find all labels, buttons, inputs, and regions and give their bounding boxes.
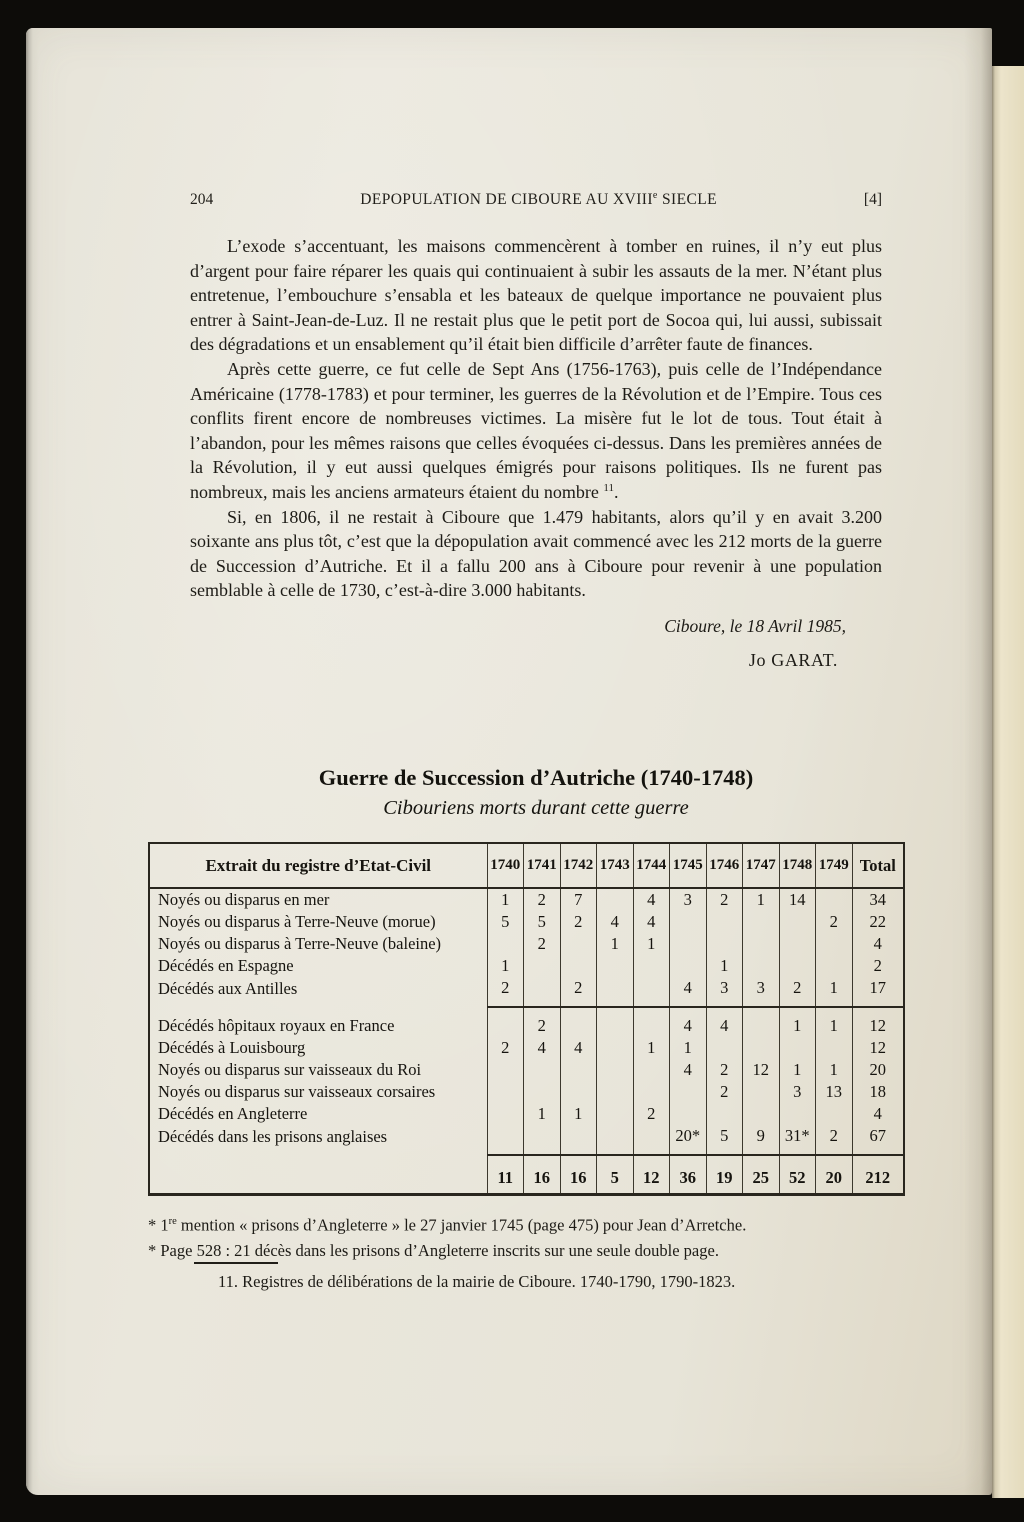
year-cell: 2 [487,977,524,1007]
next-page-edge [992,66,1024,1498]
year-cell [524,1059,561,1081]
column-header-year: 1744 [633,843,670,888]
running-header [190,190,882,209]
row-label: Noyés ou disparus sur vaisseaux du Roi [158,1060,422,1079]
year-cell: 2 [706,888,743,911]
year-cell: 20* [670,1125,707,1155]
column-header-year: 1743 [597,843,634,888]
row-label: Noyés ou disparus à Terre-Neuve (morue) [158,912,436,931]
footnote-star-1-text-end: mention « prisons d’Angleterre » le 27 janvier 1745 (page 475) pour Jean d’Arretche. [176,1215,747,1235]
footnote-ref-11: 11 [603,481,614,494]
year-cell [743,955,780,977]
year-cell [779,911,816,933]
total-cell: 4 [852,1103,904,1125]
year-cell: 4 [670,1007,707,1037]
table-area [148,842,904,1263]
total-cell: 4 [852,933,904,955]
footnote-11: 11. Registres de délibérations de la mairie de Ciboure. 1740-1790, 1790-1823. [218,1272,736,1291]
year-cell [597,977,634,1007]
year-cell [743,911,780,933]
table-row [149,1059,904,1081]
year-cell: 19 [706,1155,743,1195]
year-cell: 3 [779,1081,816,1103]
year-cell [743,1007,780,1037]
year-cell [816,955,853,977]
year-cell: 2 [779,977,816,1007]
year-cell: 5 [487,911,524,933]
year-cell: 16 [560,1155,597,1195]
year-cell: 4 [670,1059,707,1081]
year-cell: 1 [560,1103,597,1125]
row-label: Décédés hôpitaux royaux en France [158,1015,395,1035]
year-cell: 7 [560,888,597,911]
year-cell: 2 [524,888,561,911]
column-header-year: 1747 [743,843,780,888]
year-cell [560,1059,597,1081]
table-row [149,1037,904,1059]
year-cell: 4 [633,888,670,911]
year-cell [779,1103,816,1125]
section-subtitle: Cibouriens morts durant cette guerre [383,797,689,819]
mortality-table [148,842,905,1196]
year-cell [743,1081,780,1103]
year-cell [670,933,707,955]
year-cell: 1 [816,1007,853,1037]
year-cell [743,1037,780,1059]
section-title: Guerre de Succession d’Autriche (1740-1748) [318,765,754,790]
year-cell: 2 [816,1125,853,1155]
year-cell [597,1081,634,1103]
year-cell [487,1103,524,1125]
year-cell [597,1125,634,1155]
year-cell: 4 [670,977,707,1007]
year-cell [524,977,561,1007]
year-cell: 1 [670,1037,707,1059]
year-cell [633,1125,670,1155]
row-label: Noyés ou disparus à Terre-Neuve (baleine) [158,934,442,953]
year-cell [706,1103,743,1125]
running-title-superscript: e [652,190,658,201]
year-cell: 4 [524,1037,561,1059]
year-cell: 12 [633,1155,670,1195]
year-cell [743,1103,780,1125]
year-cell [487,933,524,955]
year-cell [597,1007,634,1037]
year-cell [706,1037,743,1059]
year-cell: 2 [524,933,561,955]
year-cell: 1 [779,1059,816,1081]
column-header-year: 1748 [779,843,816,888]
year-cell [706,911,743,933]
year-cell: 4 [560,1037,597,1059]
year-cell [524,1125,561,1155]
year-cell: 4 [597,911,634,933]
row-label: Décédés en Espagne [158,956,294,975]
year-cell: 1 [816,977,853,1007]
table-row [149,955,904,977]
year-cell [670,1103,707,1125]
year-cell [487,1125,524,1155]
year-cell: 5 [597,1155,634,1195]
year-cell: 1 [487,888,524,911]
year-cell: 9 [743,1125,780,1155]
running-title-text-end: SIECLE [657,191,717,209]
year-cell [487,1007,524,1037]
year-cell [779,955,816,977]
total-cell: 17 [852,977,904,1007]
column-header-year: 1740 [487,843,524,888]
row-label: Noyés ou disparus en mer [158,890,330,909]
year-cell [633,1007,670,1037]
footnote-star-1-superscript: re [168,1216,177,1227]
year-cell: 36 [670,1155,707,1195]
total-cell: 18 [852,1081,904,1103]
year-cell [706,933,743,955]
page-number: 204 [190,191,214,209]
row-label: Décédés dans les prisons anglaises [158,1126,388,1146]
table-row [149,1081,904,1103]
year-cell: 1 [816,1059,853,1081]
year-cell [779,1037,816,1059]
column-header-year: 1746 [706,843,743,888]
table-head [149,843,904,888]
table-row [149,1103,904,1125]
year-cell: 11 [487,1155,524,1195]
running-title-text: DEPOPULATION DE CIBOURE AU XVIII [360,191,653,209]
row-label: Décédés aux Antilles [158,978,298,998]
year-cell: 2 [706,1059,743,1081]
year-cell: 31* [779,1125,816,1155]
year-cell [670,1081,707,1103]
total-cell: 2 [852,955,904,977]
year-cell [560,1007,597,1037]
footnote-star-1-text: * 1 [148,1215,169,1235]
table-row [149,933,904,955]
year-cell: 12 [743,1059,780,1081]
paragraph-3: Si, en 1806, il ne restait à Ciboure que 1.479 habitants, alors qu’il y en avait 3.200 soixante ans plus tôt, c’est que la dépopulation avait commencé avec les 212 morts de la guerre de Succession d’Autriche. Et il a fallu 200 ans à Ciboure pour revenir à une population semblable à celle de 1730, c’est-à-dire 3.000 habitants. [190,506,882,601]
year-cell: 3 [670,888,707,911]
year-cell: 2 [816,911,853,933]
year-cell: 1 [743,888,780,911]
table-row [149,888,904,911]
total-cell: 22 [852,911,904,933]
table-totals-row [149,1155,904,1195]
year-cell [524,1081,561,1103]
running-title [360,190,717,209]
year-cell: 16 [524,1155,561,1195]
row-label [149,1155,487,1195]
year-cell [597,1037,634,1059]
year-cell: 2 [560,911,597,933]
column-header-year: 1749 [816,843,853,888]
year-cell [597,1059,634,1081]
year-cell [633,1081,670,1103]
year-cell: 52 [779,1155,816,1195]
year-cell [816,933,853,955]
year-cell [816,1103,853,1125]
year-cell: 1 [633,1037,670,1059]
year-cell [560,933,597,955]
year-cell [816,1037,853,1059]
year-cell: 2 [560,977,597,1007]
year-cell: 13 [816,1081,853,1103]
year-cell [524,955,561,977]
year-cell: 3 [706,977,743,1007]
year-cell [779,933,816,955]
row-label: Décédés à Louisbourg [158,1038,306,1057]
table-row [149,1125,904,1155]
total-cell: 34 [852,888,904,911]
folio-number: [4] [863,191,882,209]
year-cell [633,1059,670,1081]
footnote-star-2: * Page 528 : 21 décès dans les prisons d’Angleterre inscrits sur une seule double page. [148,1240,719,1260]
year-cell: 1 [779,1007,816,1037]
section-heading [190,765,882,820]
page-left-edge [26,28,39,1495]
year-cell: 2 [706,1081,743,1103]
body-text [190,234,882,672]
total-cell: 20 [852,1059,904,1081]
year-cell: 3 [743,977,780,1007]
table-row [149,1007,904,1037]
column-header-year: 1741 [524,843,561,888]
row-label: Noyés ou disparus sur vaisseaux corsaires [158,1082,436,1101]
year-cell [633,977,670,1007]
year-cell [597,888,634,911]
column-header-year: 1745 [670,843,707,888]
table-header-row [149,843,904,888]
year-cell [670,911,707,933]
footnote-star-1 [148,1209,904,1238]
year-cell [560,955,597,977]
table-row [149,911,904,933]
year-cell [670,955,707,977]
year-cell [743,933,780,955]
table-footnotes [148,1209,904,1263]
year-cell [597,955,634,977]
column-header-total: Total [852,843,904,888]
dateline: Ciboure, le 18 Avril 1985, [664,615,846,636]
year-cell: 1 [597,933,634,955]
year-cell: 1 [706,955,743,977]
table-row [149,977,904,1007]
paragraph-2 [190,357,882,505]
total-cell: 12 [852,1037,904,1059]
row-label: Décédés en Angleterre [158,1104,308,1123]
year-cell: 4 [706,1007,743,1037]
year-cell [560,1125,597,1155]
column-header-label: Extrait du registre d’Etat-Civil [149,843,487,888]
footnote-rule [194,1262,278,1264]
year-cell: 5 [524,911,561,933]
year-cell [597,1103,634,1125]
book-page [26,28,992,1495]
year-cell: 1 [633,933,670,955]
year-cell [633,955,670,977]
year-cell [560,1081,597,1103]
total-cell: 67 [852,1125,904,1155]
total-cell: 212 [852,1155,904,1195]
bottom-footnote [190,1262,882,1292]
paragraph-2-text: Après cette guerre, ce fut celle de Sept Ans (1756-1763), puis celle de l’Indépendance Américaine (1778-1783) et pour terminer, les guerres de la Révolution et de l’Empire. Tous ces conflits firent encore de nombreuses victimes. La misère fut le lot de tous. Tout était à l’abandon, pour les mêmes raisons que celles évoquées ci-dessus. Dans les premières années de la Révolution, il y eut aussi quelques émigrés pour raisons politiques. Ils ne furent pas nombreux, mais les anciens armateurs étaient du nombre [190,358,882,502]
year-cell: 2 [633,1103,670,1125]
year-cell [487,1059,524,1081]
year-cell: 2 [524,1007,561,1037]
year-cell: 2 [487,1037,524,1059]
year-cell: 20 [816,1155,853,1195]
year-cell: 25 [743,1155,780,1195]
year-cell: 1 [487,955,524,977]
column-header-year: 1742 [560,843,597,888]
year-cell: 4 [633,911,670,933]
year-cell [816,888,853,911]
paragraph-2-text-end: . [613,481,619,502]
year-cell: 1 [524,1103,561,1125]
year-cell [487,1081,524,1103]
year-cell: 14 [779,888,816,911]
table-body [149,888,904,1195]
year-cell: 5 [706,1125,743,1155]
total-cell: 12 [852,1007,904,1037]
signature: Jo GARAT. [748,649,838,670]
paragraph-1: L’exode s’accentuant, les maisons commencèrent à tomber en ruines, il n’y eut plus d’argent pour faire réparer les quais qui continuaient à subir les assauts de la mer. N’étant plus entretenue, l’embouchure s’ensabla et les bateaux de quelque importance ne pouvaient plus entrer à Saint-Jean-de-Luz. Il ne restait plus que le petit port de Socoa qui, lui aussi, subissait des dégradations et un ensablement qu’il était bien difficile d’arrêter faute de finances. [190,236,882,355]
